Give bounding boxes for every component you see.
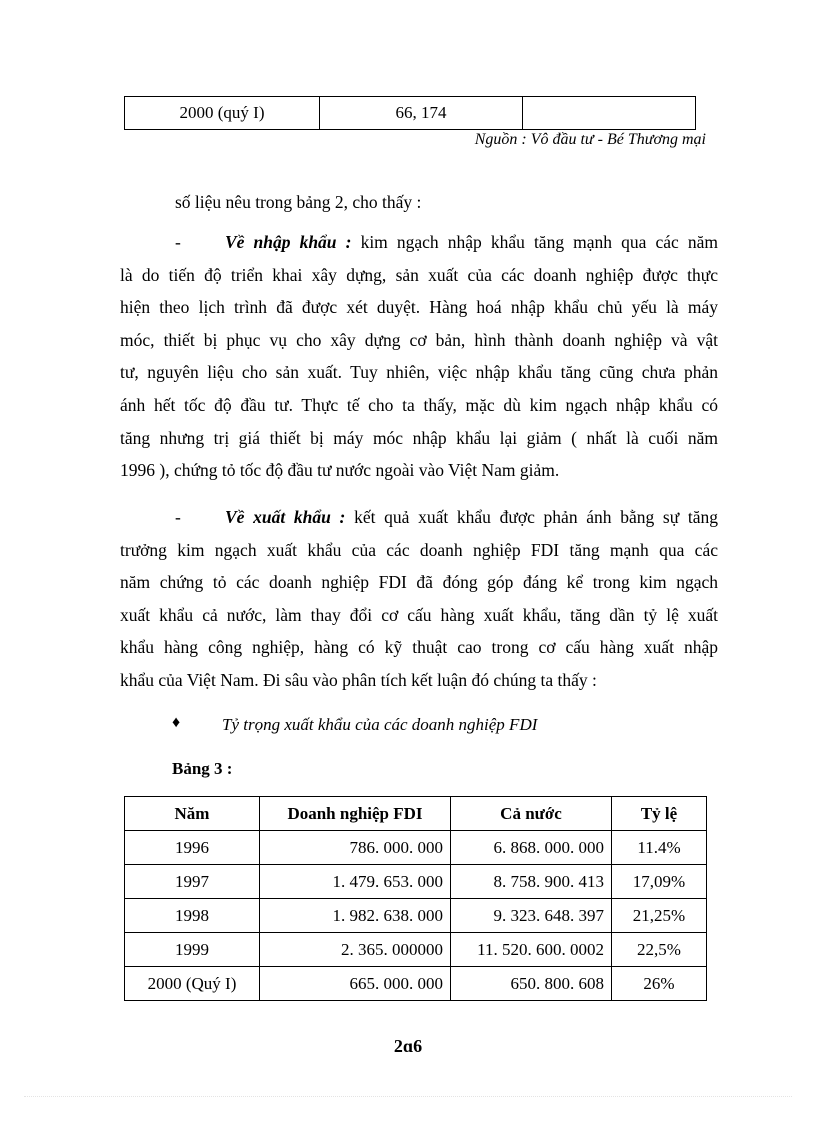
table-cell: 665. 000. 000: [260, 967, 451, 1001]
column-header: Tỷ lệ: [612, 797, 707, 831]
table-cell: 6. 868. 000. 000: [451, 831, 612, 865]
paragraph-line: - Về nhập khẩu : kim ngạch nhập khẩu tăng mạnh qua các năm: [120, 226, 718, 259]
table-cell: 2. 365. 000000: [260, 933, 451, 967]
table-cell: 8. 758. 900. 413: [451, 865, 612, 899]
table-cell: 2000 (quý I): [125, 97, 320, 130]
top-table: [124, 96, 696, 130]
import-heading: Về nhập khẩu :: [225, 232, 352, 252]
table-cell: 11.4%: [612, 831, 707, 865]
table-cell: [523, 97, 696, 130]
bullet-text: Tỷ trọng xuất khẩu của các doanh nghiệp FDI: [222, 715, 538, 734]
intro-paragraph: [120, 186, 718, 219]
column-header: Cả nước: [451, 797, 612, 831]
diamond-bullet-icon: ♦: [172, 714, 181, 731]
table-cell: 9. 323. 648. 397: [451, 899, 612, 933]
paragraph-line: móc, thiết bị phục vụ cho xây dựng cơ bản, hình thành doanh nghiệp và vật: [120, 329, 718, 350]
column-header: Doanh nghiệp FDI: [260, 797, 451, 831]
dash-marker: -: [175, 232, 181, 252]
paragraph-line: khẩu của Việt Nam. Đi sâu vào phân tích kết luận đó chúng ta thấy :: [120, 669, 597, 690]
table-row: [125, 831, 707, 865]
table-cell: 22,5%: [612, 933, 707, 967]
export-paragraph: [120, 501, 718, 697]
table-row: [125, 967, 707, 1001]
table-cell: 26%: [612, 967, 707, 1001]
paragraph-line: tư, nguyên liệu cho sản xuất. Tuy nhiên, việc nhập khẩu tăng cũng chưa phản: [120, 362, 718, 383]
page-number: 2ɑ6: [393, 1036, 423, 1056]
paragraph-line: trưởng kim ngạch xuất khẩu của các doanh nghiệp FDI tăng mạnh qua các: [120, 539, 718, 560]
table-caption: Bảng 3 :: [172, 759, 233, 778]
table-cell: 1998: [125, 899, 260, 933]
paragraph-line: ánh hết tốc độ đầu tư. Thực tế cho ta thấy, mặc dù kim ngạch nhập khẩu có: [120, 394, 718, 415]
table-cell: 1. 479. 653. 000: [260, 865, 451, 899]
table-cell: 17,09%: [612, 865, 707, 899]
table-cell: 1999: [125, 933, 260, 967]
table-header-row: [125, 797, 707, 831]
table-row: [125, 97, 696, 130]
paragraph-line: năm chứng tỏ các doanh nghiệp FDI đã đóng góp đáng kể trong kim ngạch: [120, 572, 718, 593]
paragraph-line: xuất khẩu cả nước, làm thay đổi cơ cấu hàng xuất khẩu, tăng dần tỷ lệ xuất: [120, 604, 718, 625]
paragraph-line: 1996 ), chứng tỏ tốc độ đầu tư nước ngoài vào Việt Nam giảm.: [120, 460, 560, 481]
column-header: Năm: [125, 797, 260, 831]
table-cell: 11. 520. 600. 0002: [451, 933, 612, 967]
paragraph-line: khẩu hàng công nghiệp, hàng có kỹ thuật cao trong cơ cấu hàng xuất nhập: [120, 637, 718, 658]
table-cell: 21,25%: [612, 899, 707, 933]
paragraph-line: là do tiến độ triển khai xây dựng, sản xuất của các doanh nghiệp được thực: [120, 264, 718, 285]
source-note: Nguồn : Vô đầu tư - Bé Thương mại: [474, 131, 706, 148]
table-cell: 1997: [125, 865, 260, 899]
footer-divider: [24, 1096, 792, 1097]
table-row: [125, 933, 707, 967]
table-cell: 2000 (Quý I): [125, 967, 260, 1001]
table-cell: 650. 800. 608: [451, 967, 612, 1001]
paragraph-line: - Về xuất khẩu : kết quả xuất khẩu được phản ánh bằng sự tăng: [120, 501, 718, 534]
paragraph-line: tăng nhưng trị giá thiết bị máy móc nhập khẩu lại giảm ( nhất là cuối năm: [120, 427, 718, 448]
table-row: [125, 865, 707, 899]
table-cell: 1996: [125, 831, 260, 865]
export-heading: Về xuất khẩu :: [225, 507, 346, 527]
paragraph-line: hiện theo lịch trình đã được xét duyệt. Hàng hoá nhập khẩu chủ yếu là máy: [120, 297, 718, 318]
table-row: [125, 899, 707, 933]
dash-marker: -: [175, 507, 181, 527]
table-cell: 1. 982. 638. 000: [260, 899, 451, 933]
table-cell: 66, 174: [320, 97, 523, 130]
table-cell: 786. 000. 000: [260, 831, 451, 865]
import-paragraph: [120, 226, 718, 487]
intro-text: số liệu nêu trong bảng 2, cho thấy :: [175, 192, 422, 212]
export-share-table: [124, 796, 707, 1001]
